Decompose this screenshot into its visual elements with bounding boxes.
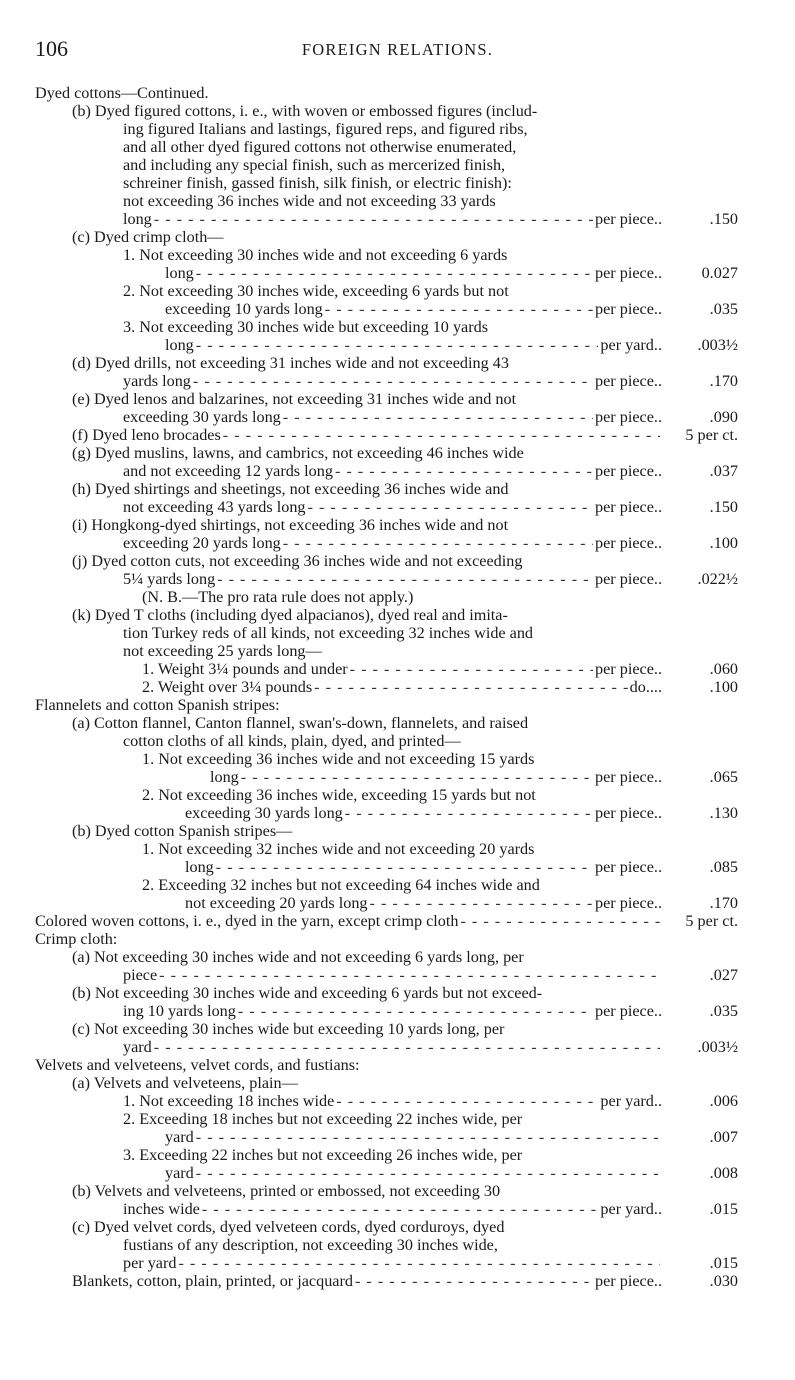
text-line: and including any special finish, such as mercerized finish, (123, 156, 506, 174)
entry-text: long (123, 210, 152, 228)
duty-rate: .027 (709, 966, 738, 984)
dot-leader (241, 768, 593, 786)
dot-leader (355, 1272, 593, 1290)
entry-unit: per piece.. (595, 570, 662, 588)
dot-leader (335, 462, 593, 480)
entry-text: 2. Weight over 3¼ pounds (142, 678, 313, 696)
text-line: ing figured Italians and lastings, figured reps, and figured ribs, (123, 120, 528, 138)
text-line: (g) Dyed muslins, lawns, and cambrics, not exceeding 46 inches wide (72, 444, 524, 462)
entry-unit: per piece.. (595, 858, 662, 876)
dot-leader (202, 1200, 599, 1218)
dot-leader (345, 804, 593, 822)
duty-rate: .030 (709, 1272, 738, 1290)
tariff-entry (123, 372, 662, 390)
entry-text: inches wide (123, 1200, 200, 1218)
entry-unit: per piece.. (595, 408, 662, 426)
text-line: cotton cloths of all kinds, plain, dyed, and printed— (123, 732, 461, 750)
dot-leader (159, 966, 660, 984)
tariff-entry (123, 1002, 662, 1020)
duty-rate: .035 (709, 300, 738, 318)
tariff-entry (185, 894, 662, 912)
duty-rate: .150 (709, 498, 738, 516)
duty-rate: .065 (709, 768, 738, 786)
duty-rate: .035 (709, 1002, 738, 1020)
text-line: 2. Not exceeding 30 inches wide, exceeding 6 yards but not (123, 282, 509, 300)
text-line: Velvets and velveteens, velvet cords, and fustians: (35, 1056, 360, 1074)
duty-rate: .170 (709, 894, 738, 912)
text-line: (a) Velvets and velveteens, plain— (72, 1074, 298, 1092)
running-head: FOREIGN RELATIONS. (301, 40, 494, 59)
dot-leader (238, 1002, 593, 1020)
duty-rate: .170 (709, 372, 738, 390)
entry-text: 5¼ yards long (123, 570, 216, 588)
duty-rate: .022½ (697, 570, 738, 588)
dot-leader (154, 210, 593, 228)
text-line: (b) Velvets and velveteens, printed or embossed, not exceeding 30 (72, 1182, 501, 1200)
entry-text: ing 10 yards long (123, 1002, 236, 1020)
entry-text: Colored woven cottons, i. e., dyed in the yarn, except crimp cloth (35, 912, 459, 930)
duty-rate: .130 (709, 804, 738, 822)
text-line: Dyed cottons—Continued. (35, 84, 209, 102)
dot-leader (196, 264, 593, 282)
dot-leader (154, 1038, 660, 1056)
entry-text: piece (123, 966, 158, 984)
tariff-entry (165, 264, 662, 282)
duty-rate: .015 (709, 1254, 738, 1272)
entry-text: long (165, 336, 194, 354)
text-line: 2. Exceeding 18 inches but not exceeding 22 inches wide, per (123, 1110, 523, 1128)
duty-rate: .008 (709, 1164, 738, 1182)
text-line: (N. B.—The pro rata rule does not apply.) (142, 588, 414, 606)
duty-rate: .100 (709, 534, 738, 552)
duty-rate: .006 (709, 1092, 738, 1110)
dot-leader (336, 1092, 598, 1110)
entry-text: exceeding 30 yards long (185, 804, 343, 822)
tariff-entry (123, 1092, 662, 1110)
tariff-entry (142, 660, 662, 678)
text-line: schreiner finish, gassed finish, silk finish, or electric finish): (123, 174, 512, 192)
entry-text: exceeding 10 yards long (165, 300, 323, 318)
entry-unit: per yard.. (600, 336, 662, 354)
duty-rate: 5 per ct. (685, 912, 738, 930)
text-line: (b) Not exceeding 30 inches wide and exceeding 6 yards but not exceed- (72, 984, 543, 1002)
tariff-entry (142, 678, 662, 696)
entry-text: and not exceeding 12 yards long (123, 462, 333, 480)
duty-rate: .003½ (697, 336, 738, 354)
entry-unit: per piece.. (595, 1272, 662, 1290)
entry-text: 1. Not exceeding 18 inches wide (123, 1092, 335, 1110)
tariff-entry (123, 1254, 662, 1272)
tariff-entry (165, 336, 662, 354)
entry-unit: per piece.. (595, 462, 662, 480)
text-line: fustians of any description, not exceeding 30 inches wide, (123, 1236, 498, 1254)
entry-text: yard (165, 1164, 194, 1182)
entry-text: (f) Dyed leno brocades (72, 426, 221, 444)
dot-leader (196, 1164, 660, 1182)
duty-rate: .003½ (697, 1038, 738, 1056)
entry-unit: per yard.. (600, 1200, 662, 1218)
text-line: (a) Cotton flannel, Canton flannel, swan's-down, flannelets, and raised (72, 714, 529, 732)
text-line: (j) Dyed cotton cuts, not exceeding 36 inches wide and not exceeding (72, 552, 523, 570)
entry-text: yard (165, 1128, 194, 1146)
entry-unit: per yard.. (600, 1092, 662, 1110)
dot-leader (308, 498, 594, 516)
text-line: not exceeding 36 inches wide and not exceeding 33 yards (123, 192, 496, 210)
entry-text: per yard (123, 1254, 177, 1272)
text-line: 3. Not exceeding 30 inches wide but exceeding 10 yards (123, 318, 489, 336)
text-line: (a) Not exceeding 30 inches wide and not exceeding 6 yards long, per (72, 948, 524, 966)
text-line: 1. Not exceeding 32 inches wide and not exceeding 20 yards (142, 840, 535, 858)
entry-text: long (210, 768, 239, 786)
entry-unit: per piece.. (595, 768, 662, 786)
duty-rate: .090 (709, 408, 738, 426)
dot-leader (283, 534, 593, 552)
duty-rate: 5 per ct. (685, 426, 738, 444)
tariff-entry (123, 1200, 662, 1218)
entry-text: yards long (123, 372, 191, 390)
duty-rate: .037 (709, 462, 738, 480)
dot-leader (314, 678, 627, 696)
tariff-entry (123, 570, 662, 588)
duty-rate: 0.027 (701, 264, 738, 282)
entry-unit: per piece.. (595, 894, 662, 912)
text-line: (c) Dyed crimp cloth— (72, 228, 224, 246)
entry-text: not exceeding 20 yards long (185, 894, 368, 912)
text-line: (h) Dyed shirtings and sheetings, not exceeding 36 inches wide and (72, 480, 509, 498)
text-line: 2. Exceeding 32 inches but not exceeding 64 inches wide and (142, 876, 540, 894)
text-line: (d) Dyed drills, not exceeding 31 inches wide and not exceeding 43 (72, 354, 509, 372)
tariff-entry (72, 426, 662, 444)
tariff-entry (123, 408, 662, 426)
duty-rate: .100 (709, 678, 738, 696)
duty-rate: .150 (709, 210, 738, 228)
entry-text: not exceeding 43 yards long (123, 498, 306, 516)
duty-rate: .015 (709, 1200, 738, 1218)
dot-leader (196, 336, 599, 354)
dot-leader (350, 660, 593, 678)
tariff-entry (123, 210, 662, 228)
page-number: 106 (35, 36, 68, 61)
entry-text: Blankets, cotton, plain, printed, or jacquard (72, 1272, 353, 1290)
tariff-entry (35, 912, 662, 930)
duty-rate: .060 (709, 660, 738, 678)
dot-leader (216, 858, 593, 876)
dot-leader (196, 1128, 660, 1146)
text-line: 1. Not exceeding 30 inches wide and not exceeding 6 yards (123, 246, 508, 264)
dot-leader (217, 570, 593, 588)
duty-rate: .007 (709, 1128, 738, 1146)
entry-unit: per piece.. (595, 804, 662, 822)
entry-unit: per piece.. (595, 264, 662, 282)
tariff-entry (185, 804, 662, 822)
entry-unit: per piece.. (595, 210, 662, 228)
text-line: 1. Not exceeding 36 inches wide and not exceeding 15 yards (142, 750, 535, 768)
dot-leader (283, 408, 593, 426)
entry-text: long (165, 264, 194, 282)
entry-unit: per piece.. (595, 1002, 662, 1020)
text-line: (c) Not exceeding 30 inches wide but exceeding 10 yards long, per (72, 1020, 505, 1038)
tariff-entry (165, 1128, 662, 1146)
tariff-entry (123, 462, 662, 480)
entry-unit: per piece.. (595, 660, 662, 678)
text-line: (k) Dyed T cloths (including dyed alpacianos), dyed real and imita- (72, 606, 508, 624)
text-line: (e) Dyed lenos and balzarines, not exceeding 31 inches wide and not (72, 390, 517, 408)
tariff-entry (123, 498, 662, 516)
text-line: (i) Hongkong-dyed shirtings, not exceeding 36 inches wide and not (72, 516, 509, 534)
entry-text: 1. Weight 3¼ pounds and under (142, 660, 348, 678)
dot-leader (370, 894, 594, 912)
dot-leader (193, 372, 593, 390)
tariff-entry (72, 1272, 662, 1290)
entry-unit: per piece.. (595, 534, 662, 552)
entry-unit: per piece.. (595, 300, 662, 318)
entry-unit: per piece.. (595, 498, 662, 516)
dot-leader (325, 300, 593, 318)
text-line: and all other dyed figured cottons not otherwise enumerated, (123, 138, 517, 156)
dot-leader (223, 426, 660, 444)
tariff-entry (123, 966, 662, 984)
text-line: not exceeding 25 yards long— (123, 642, 322, 660)
tariff-entry (123, 1038, 662, 1056)
entry-text: exceeding 30 yards long (123, 408, 281, 426)
entry-unit: do.... (629, 678, 662, 696)
tariff-entry (165, 300, 662, 318)
text-line: 2. Not exceeding 36 inches wide, exceeding 15 yards but not (142, 786, 536, 804)
duty-rate: .085 (709, 858, 738, 876)
text-line: (b) Dyed figured cottons, i. e., with woven or embossed figures (includ- (72, 102, 538, 120)
text-line: 3. Exceeding 22 inches but not exceeding 26 inches wide, per (123, 1146, 523, 1164)
entry-text: exceeding 20 yards long (123, 534, 281, 552)
entry-text: long (185, 858, 214, 876)
text-line: (c) Dyed velvet cords, dyed velveteen cords, dyed corduroys, dyed (72, 1218, 505, 1236)
text-line: tion Turkey reds of all kinds, not exceeding 32 inches wide and (123, 624, 534, 642)
entry-unit: per piece.. (595, 372, 662, 390)
text-line: Flannelets and cotton Spanish stripes: (35, 696, 280, 714)
tariff-entry (165, 1164, 662, 1182)
text-line: (b) Dyed cotton Spanish stripes— (72, 822, 293, 840)
tariff-entry (185, 858, 662, 876)
tariff-entry (123, 534, 662, 552)
text-line: Crimp cloth: (35, 930, 118, 948)
tariff-entry (210, 768, 662, 786)
dot-leader (178, 1254, 660, 1272)
entry-text: yard (123, 1038, 152, 1056)
